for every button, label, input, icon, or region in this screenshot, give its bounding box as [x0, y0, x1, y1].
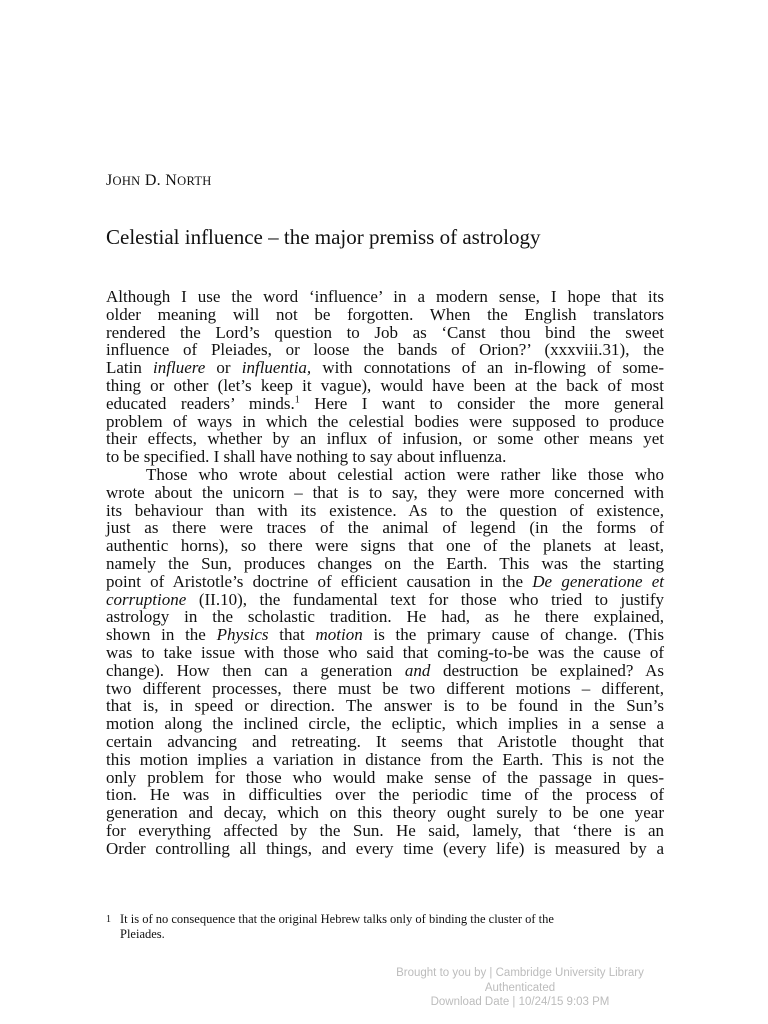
text-line: Order controlling all things, and every time (every life) is measured by a — [106, 838, 664, 858]
text-line: shown in the Physics that motion is the primary cause of change. (This — [106, 625, 664, 645]
text-line: authentic horns), so there were signs that one of the planets at least, — [106, 536, 664, 556]
footnote-text: It is of no consequence that the original Hebrew talks only of binding the cluster of the — [120, 912, 554, 926]
text-line: problem of ways in which the celestial bodies were supposed to produce — [106, 411, 664, 431]
text-line: corruptione (II.10), the fundamental text for those who tried to justify — [106, 589, 664, 609]
text-line: namely the Sun, produces changes on the Earth. This was the starting — [106, 553, 664, 573]
text-line: generation and decay, which on this theory ought surely to be one year — [106, 803, 664, 823]
text-line: its behaviour than with its existence. As to the question of existence, — [106, 500, 664, 520]
text-line: astrology in the scholastic tradition. He had, as he there explained, — [106, 607, 664, 627]
footnote — [106, 912, 666, 942]
text-line: this motion implies a variation in distance from the Earth. This is not the — [106, 749, 664, 769]
author-name: JOHN D. NORTH — [106, 172, 212, 189]
text-line: to be specified. I shall have nothing to say about influenza. — [106, 447, 507, 467]
watermark-line: Authenticated — [484, 981, 556, 994]
text-line: thing or other (let’s keep it vague), would have been at the back of most — [106, 375, 664, 395]
text-line: influence of Pleiades, or loose the bands of Orion?’ (xxxviii.31), the — [106, 340, 664, 360]
watermark-line: Brought to you by | Cambridge University Library — [396, 967, 644, 979]
text-line: for everything affected by the Sun. He said, lamely, that ‘there is an — [106, 820, 664, 840]
text-line: only problem for those who would make sense of the passage in ques- — [106, 767, 664, 787]
text-line: wrote about the unicorn – that is to say, they were more concerned with — [106, 482, 664, 502]
text-line: educated readers’ minds.$^1$ Here I want to consider the more general — [106, 393, 664, 413]
footnote-reference: 1 — [294, 394, 300, 406]
text-line: change). How then can a generation and destruction be explained? As — [106, 660, 665, 680]
text-line: two different processes, there must be two different motions – different, — [106, 678, 664, 698]
footnote-number: 1 — [106, 914, 111, 925]
text-line: Although I use the word ‘influence’ in a modern sense, I hope that its — [106, 287, 664, 306]
chapter-title: Celestial influence – the major premiss of astrology — [106, 225, 541, 249]
text-line: Latin influere or influentia, with connotations of an in-flowing of some- — [106, 358, 664, 378]
text-line: rendered the Lord’s question to Job as ‘Canst thou bind the sweet — [106, 322, 664, 342]
text-line: just as there were traces of the animal of legend (in the forms of — [106, 518, 664, 538]
text-line: that is, in speed or direction. The answer is to be found in the Sun’s — [106, 696, 664, 716]
footnote-text: Pleiades. — [120, 927, 165, 941]
text-line: older meaning will not be forgotten. When the English translators — [106, 304, 664, 324]
text-line: certain advancing and retreating. It seems that Aristotle thought that — [106, 731, 664, 751]
body-text — [106, 288, 664, 858]
text-line: point of Aristotle’s doctrine of efficient causation in the De generatione et — [106, 571, 664, 591]
text-line: Those who wrote about celestial action were rather like those who — [146, 464, 664, 484]
text-line: was to take issue with those who said that coming-to-be was the cause of — [106, 642, 664, 662]
text-line: their effects, whether by an influx of infusion, or some other means yet — [106, 429, 664, 449]
text-line: motion along the inclined circle, the ecliptic, which implies in a sense a — [106, 714, 664, 734]
watermark-line: Download Date | 10/24/15 9:03 PM — [430, 996, 610, 1008]
text-line: tion. He was in difficulties over the periodic time of the process of — [106, 785, 664, 805]
download-watermark — [300, 966, 740, 1010]
